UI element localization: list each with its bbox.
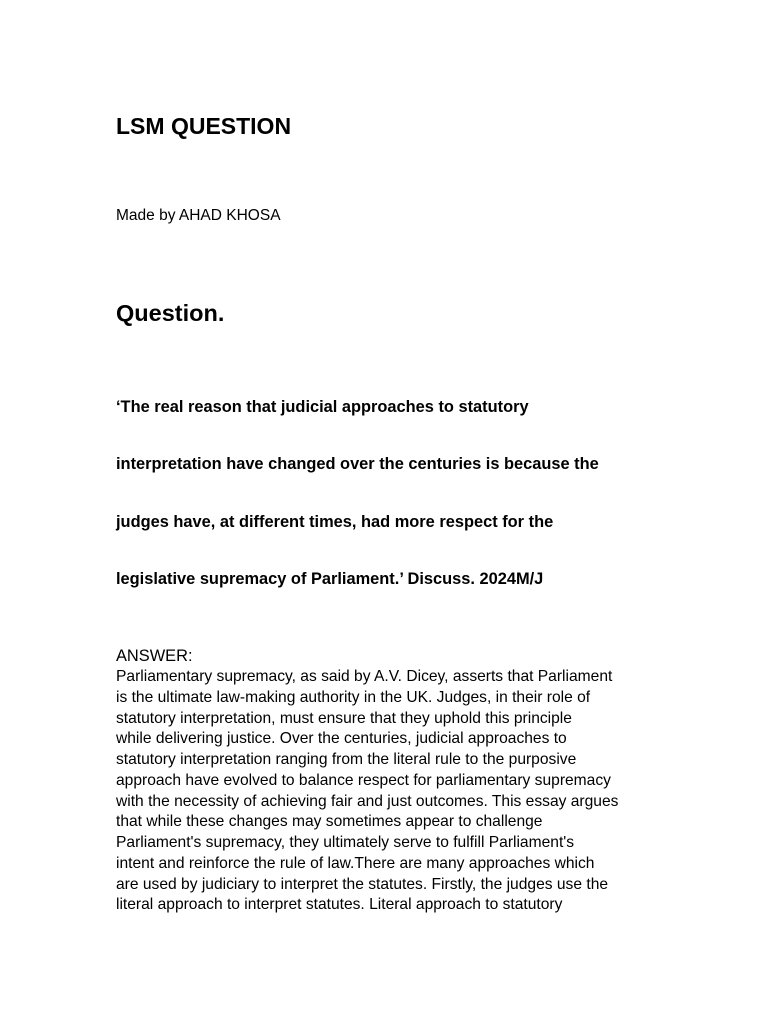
answer-line: Parliamentary supremacy, as said by A.V. Dicey, asserts that Parliament: [116, 668, 613, 685]
answer-line: statutory interpretation ranging from the literal rule to the purposive: [116, 751, 577, 768]
answer-line: statutory interpretation, must ensure that they uphold this principle: [116, 709, 572, 727]
answer-line: Parliament's supremacy, they ultimately serve to fulfill Parliament's: [116, 834, 575, 851]
question-line: judges have, at different times, had more respect for the: [116, 512, 554, 531]
answer-line: that while these changes may sometimes appear to challenge: [116, 813, 543, 831]
document-title: LSM QUESTION: [116, 113, 292, 139]
answer-line: approach have evolved to balance respect for parliamentary supremacy: [116, 771, 611, 789]
question-heading: Question.: [116, 300, 225, 326]
answer-paragraph: [116, 667, 676, 916]
question-line: legislative supremacy of Parliament.’ Discuss. 2024M/J: [116, 569, 544, 588]
question-prompt: [116, 393, 676, 622]
question-line: interpretation have changed over the centuries is because the: [116, 455, 599, 474]
answer-line: with the necessity of achieving fair and just outcomes. This essay argues: [116, 792, 619, 810]
answer-line: are used by judiciary to interpret the statutes. Firstly, the judges use the: [116, 875, 609, 893]
author-line: Made by AHAD KHOSA: [116, 207, 281, 224]
answer-line: intent and reinforce the rule of law.There are many approaches which: [116, 854, 595, 872]
answer-line: is the ultimate law-making authority in the UK. Judges, in their role of: [116, 688, 591, 706]
answer-line: while delivering justice. Over the centuries, judicial approaches to: [116, 730, 567, 748]
answer-label: ANSWER:: [116, 647, 193, 665]
answer-line: literal approach to interpret statutes. Literal approach to statutory: [116, 896, 563, 914]
question-line: ‘The real reason that judicial approaches to statutory: [116, 398, 529, 416]
